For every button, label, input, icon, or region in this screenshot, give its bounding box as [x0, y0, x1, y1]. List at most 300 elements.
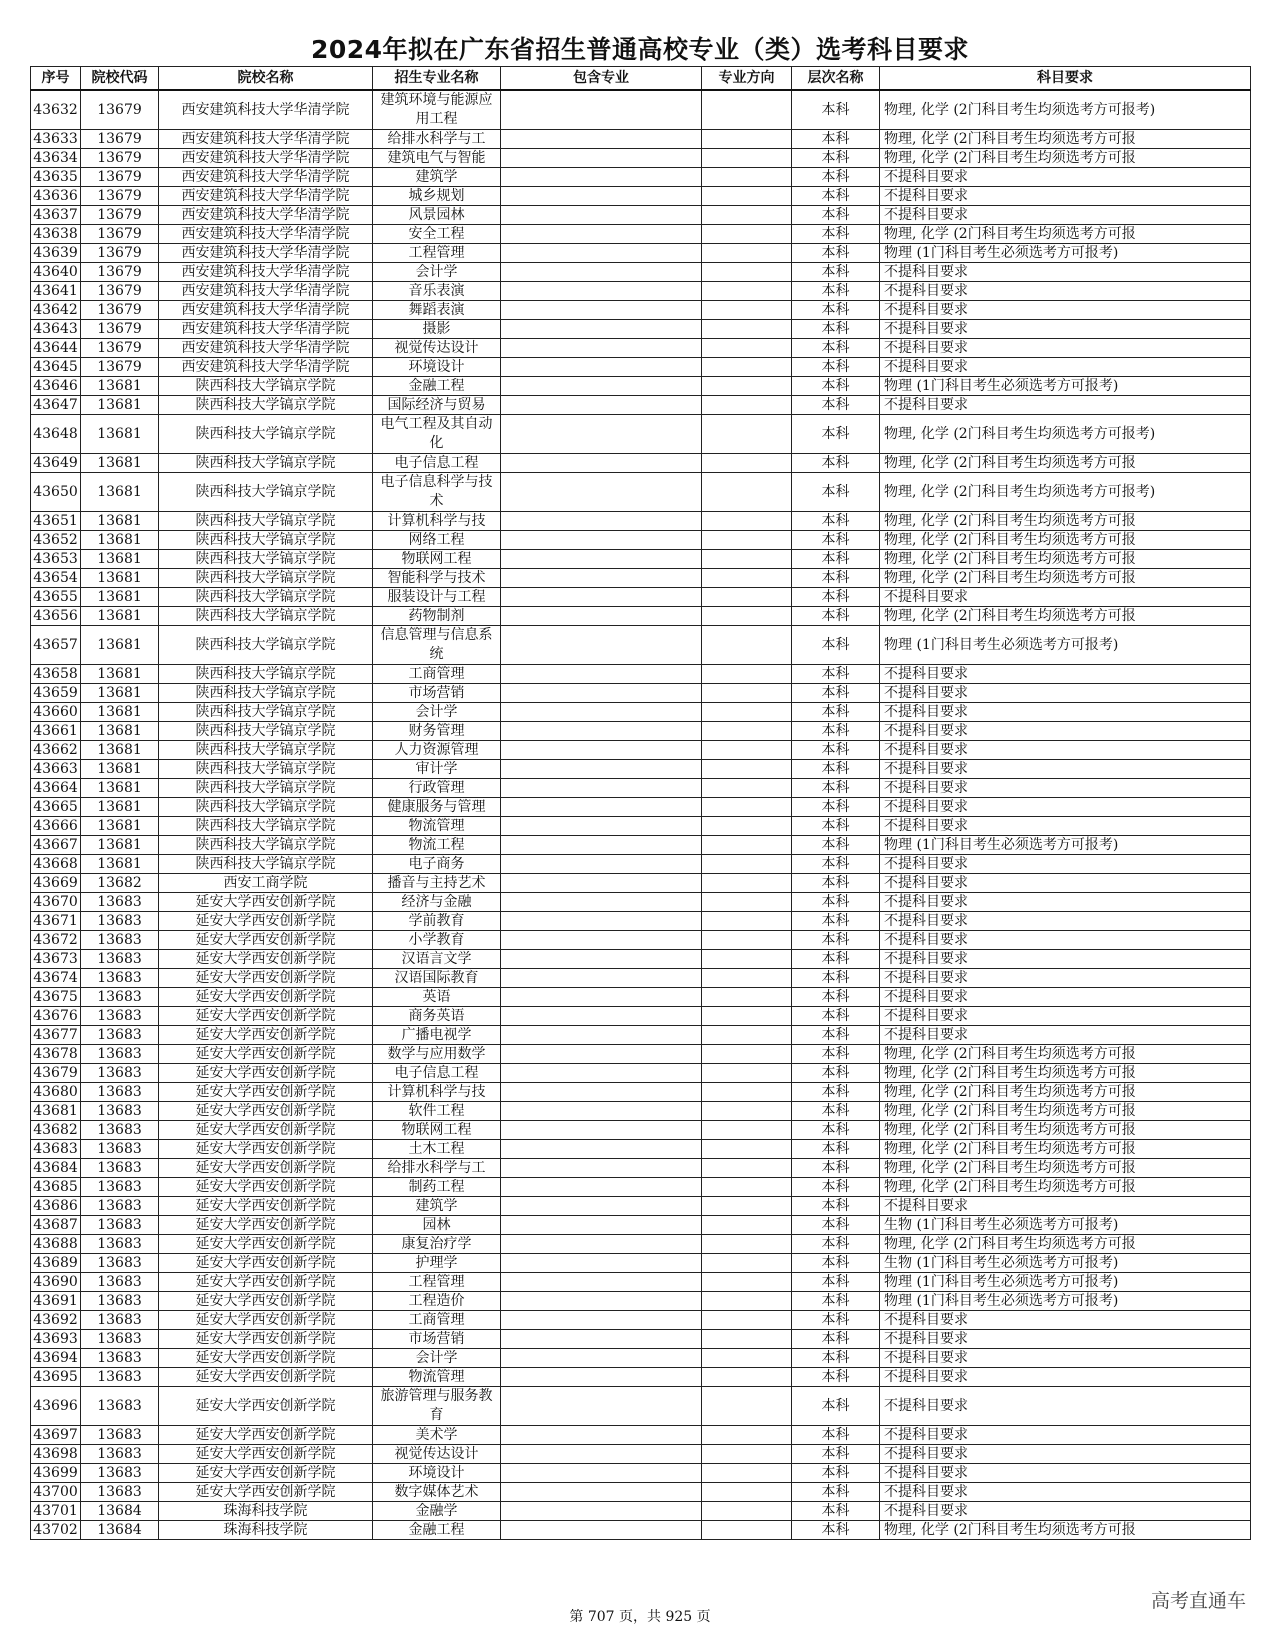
- cell-subject-requirement: 不提科目要求: [880, 1026, 1251, 1045]
- cell-major-name: 工商管理: [373, 1311, 501, 1330]
- cell-included-majors: [501, 1273, 702, 1292]
- cell-major-name: 电子商务: [373, 855, 501, 874]
- cell-major-direction: [702, 798, 792, 817]
- cell-subject-requirement: 不提科目要求: [880, 1007, 1251, 1026]
- cell-level: 本科: [792, 874, 880, 893]
- cell-subject-requirement: 物理, 化学 (2门科目考生均须选考方可报: [880, 1064, 1251, 1083]
- cell-index: 43696: [31, 1387, 81, 1426]
- cell-school-name: 陕西科技大学镐京学院: [159, 836, 373, 855]
- cell-level: 本科: [792, 1464, 880, 1483]
- table-row: [31, 836, 1251, 855]
- cell-index: 43659: [31, 684, 81, 703]
- table-row: [31, 1368, 1251, 1387]
- cell-major-name: 数学与应用数学: [373, 1045, 501, 1064]
- cell-school-name: 延安大学西安创新学院: [159, 1026, 373, 1045]
- table-row: [31, 415, 1251, 454]
- cell-school-code: 13683: [81, 1197, 159, 1216]
- cell-school-code: 13683: [81, 1330, 159, 1349]
- cell-school-name: 西安工商学院: [159, 874, 373, 893]
- cell-included-majors: [501, 1254, 702, 1273]
- cell-major-direction: [702, 1102, 792, 1121]
- cell-school-code: 13679: [81, 130, 159, 149]
- cell-major-name: 工商管理: [373, 665, 501, 684]
- cell-school-name: 珠海科技学院: [159, 1521, 373, 1540]
- cell-school-name: 延安大学西安创新学院: [159, 1349, 373, 1368]
- cell-index: 43632: [31, 90, 81, 130]
- cell-school-name: 延安大学西安创新学院: [159, 1045, 373, 1064]
- cell-subject-requirement: 物理, 化学 (2门科目考生均须选考方可报: [880, 531, 1251, 550]
- cell-subject-requirement: 不提科目要求: [880, 187, 1251, 206]
- table-row: [31, 1521, 1251, 1540]
- cell-school-code: 13681: [81, 779, 159, 798]
- cell-included-majors: [501, 1368, 702, 1387]
- cell-major-name: 电子信息科学与技术: [373, 473, 501, 512]
- cell-major-direction: [702, 703, 792, 722]
- cell-index: 43694: [31, 1349, 81, 1368]
- cell-level: 本科: [792, 703, 880, 722]
- cell-major-name: 安全工程: [373, 225, 501, 244]
- cell-major-name: 审计学: [373, 760, 501, 779]
- cell-major-direction: [702, 1521, 792, 1540]
- cell-major-name: 环境设计: [373, 1464, 501, 1483]
- cell-index: 43700: [31, 1483, 81, 1502]
- cell-school-code: 13681: [81, 512, 159, 531]
- cell-school-name: 延安大学西安创新学院: [159, 1387, 373, 1426]
- cell-included-majors: [501, 931, 702, 950]
- cell-major-name: 人力资源管理: [373, 741, 501, 760]
- cell-subject-requirement: 物理, 化学 (2门科目考生均须选考方可报: [880, 454, 1251, 473]
- cell-major-name: 网络工程: [373, 531, 501, 550]
- cell-subject-requirement: 不提科目要求: [880, 798, 1251, 817]
- cell-index: 43668: [31, 855, 81, 874]
- cell-included-majors: [501, 358, 702, 377]
- table-row: [31, 187, 1251, 206]
- cell-index: 43690: [31, 1273, 81, 1292]
- cell-school-name: 延安大学西安创新学院: [159, 1426, 373, 1445]
- cell-index: 43669: [31, 874, 81, 893]
- cell-school-name: 陕西科技大学镐京学院: [159, 684, 373, 703]
- cell-school-name: 西安建筑科技大学华清学院: [159, 187, 373, 206]
- cell-school-name: 西安建筑科技大学华清学院: [159, 282, 373, 301]
- cell-subject-requirement: 不提科目要求: [880, 779, 1251, 798]
- cell-included-majors: [501, 703, 702, 722]
- cell-major-name: 给排水科学与工: [373, 130, 501, 149]
- cell-subject-requirement: 生物 (1门科目考生必须选考方可报考): [880, 1254, 1251, 1273]
- cell-included-majors: [501, 1311, 702, 1330]
- cell-index: 43646: [31, 377, 81, 396]
- cell-school-name: 延安大学西安创新学院: [159, 1235, 373, 1254]
- cell-major-name: 会计学: [373, 703, 501, 722]
- cell-index: 43672: [31, 931, 81, 950]
- cell-major-direction: [702, 569, 792, 588]
- cell-school-code: 13683: [81, 1235, 159, 1254]
- cell-school-code: 13681: [81, 665, 159, 684]
- cell-level: 本科: [792, 473, 880, 512]
- cell-major-name: 英语: [373, 988, 501, 1007]
- cell-level: 本科: [792, 168, 880, 187]
- cell-school-name: 西安建筑科技大学华清学院: [159, 90, 373, 130]
- cell-subject-requirement: 不提科目要求: [880, 988, 1251, 1007]
- cell-school-code: 13679: [81, 149, 159, 168]
- cell-school-code: 13679: [81, 263, 159, 282]
- cell-school-code: 13683: [81, 969, 159, 988]
- cell-level: 本科: [792, 1483, 880, 1502]
- cell-subject-requirement: 物理, 化学 (2门科目考生均须选考方可报: [880, 1102, 1251, 1121]
- cell-major-name: 美术学: [373, 1426, 501, 1445]
- cell-level: 本科: [792, 244, 880, 263]
- cell-school-code: 13679: [81, 301, 159, 320]
- cell-index: 43681: [31, 1102, 81, 1121]
- cell-school-code: 13683: [81, 893, 159, 912]
- cell-subject-requirement: 不提科目要求: [880, 396, 1251, 415]
- cell-school-code: 13679: [81, 339, 159, 358]
- cell-major-name: 经济与金融: [373, 893, 501, 912]
- cell-level: 本科: [792, 912, 880, 931]
- table-row: [31, 263, 1251, 282]
- cell-school-code: 13681: [81, 836, 159, 855]
- cell-included-majors: [501, 1026, 702, 1045]
- cell-school-code: 13683: [81, 1387, 159, 1426]
- cell-school-name: 延安大学西安创新学院: [159, 950, 373, 969]
- cell-school-code: 13683: [81, 1007, 159, 1026]
- cell-major-direction: [702, 1083, 792, 1102]
- cell-level: 本科: [792, 1254, 880, 1273]
- cell-major-name: 建筑学: [373, 168, 501, 187]
- cell-school-code: 13683: [81, 1349, 159, 1368]
- table-row: [31, 531, 1251, 550]
- cell-major-direction: [702, 1292, 792, 1311]
- cell-subject-requirement: 不提科目要求: [880, 684, 1251, 703]
- cell-major-name: 国际经济与贸易: [373, 396, 501, 415]
- cell-major-direction: [702, 1007, 792, 1026]
- table-row: [31, 1064, 1251, 1083]
- cell-school-name: 陕西科技大学镐京学院: [159, 454, 373, 473]
- cell-level: 本科: [792, 358, 880, 377]
- cell-major-direction: [702, 1330, 792, 1349]
- cell-index: 43688: [31, 1235, 81, 1254]
- cell-included-majors: [501, 893, 702, 912]
- cell-major-direction: [702, 588, 792, 607]
- cell-major-direction: [702, 1254, 792, 1273]
- cell-subject-requirement: 物理, 化学 (2门科目考生均须选考方可报: [880, 1159, 1251, 1178]
- cell-included-majors: [501, 969, 702, 988]
- cell-included-majors: [501, 626, 702, 665]
- cell-school-name: 延安大学西安创新学院: [159, 1311, 373, 1330]
- cell-included-majors: [501, 1349, 702, 1368]
- table-row: [31, 798, 1251, 817]
- cell-major-direction: [702, 855, 792, 874]
- header-school-name: 院校名称: [159, 67, 373, 91]
- cell-subject-requirement: 不提科目要求: [880, 665, 1251, 684]
- cell-major-name: 播音与主持艺术: [373, 874, 501, 893]
- cell-level: 本科: [792, 1368, 880, 1387]
- table-row: [31, 550, 1251, 569]
- cell-level: 本科: [792, 1311, 880, 1330]
- cell-school-name: 延安大学西安创新学院: [159, 1140, 373, 1159]
- cell-subject-requirement: 物理, 化学 (2门科目考生均须选考方可报考): [880, 473, 1251, 512]
- cell-subject-requirement: 不提科目要求: [880, 893, 1251, 912]
- cell-index: 43635: [31, 168, 81, 187]
- cell-major-name: 服装设计与工程: [373, 588, 501, 607]
- cell-subject-requirement: 物理, 化学 (2门科目考生均须选考方可报: [880, 1178, 1251, 1197]
- cell-level: 本科: [792, 1045, 880, 1064]
- cell-index: 43655: [31, 588, 81, 607]
- cell-subject-requirement: 不提科目要求: [880, 588, 1251, 607]
- cell-school-code: 13679: [81, 244, 159, 263]
- cell-level: 本科: [792, 836, 880, 855]
- table-row: [31, 1140, 1251, 1159]
- table-row: [31, 1178, 1251, 1197]
- cell-school-name: 延安大学西安创新学院: [159, 912, 373, 931]
- table-row: [31, 301, 1251, 320]
- cell-school-name: 陕西科技大学镐京学院: [159, 415, 373, 454]
- table-row: [31, 1292, 1251, 1311]
- cell-major-name: 会计学: [373, 263, 501, 282]
- cell-school-name: 延安大学西安创新学院: [159, 969, 373, 988]
- cell-school-name: 延安大学西安创新学院: [159, 1254, 373, 1273]
- cell-index: 43686: [31, 1197, 81, 1216]
- cell-major-name: 给排水科学与工: [373, 1159, 501, 1178]
- cell-included-majors: [501, 684, 702, 703]
- cell-school-code: 13684: [81, 1521, 159, 1540]
- cell-school-code: 13683: [81, 1254, 159, 1273]
- cell-index: 43673: [31, 950, 81, 969]
- cell-major-name: 康复治疗学: [373, 1235, 501, 1254]
- table-row: [31, 988, 1251, 1007]
- cell-included-majors: [501, 339, 702, 358]
- cell-school-code: 13679: [81, 168, 159, 187]
- cell-level: 本科: [792, 665, 880, 684]
- cell-school-code: 13679: [81, 225, 159, 244]
- header-included-majors: 包含专业: [501, 67, 702, 91]
- cell-major-direction: [702, 206, 792, 225]
- cell-school-name: 西安建筑科技大学华清学院: [159, 263, 373, 282]
- cell-school-code: 13679: [81, 320, 159, 339]
- cell-level: 本科: [792, 1521, 880, 1540]
- cell-index: 43660: [31, 703, 81, 722]
- cell-major-name: 园林: [373, 1216, 501, 1235]
- cell-major-direction: [702, 282, 792, 301]
- cell-level: 本科: [792, 1197, 880, 1216]
- cell-major-direction: [702, 1483, 792, 1502]
- cell-school-code: 13679: [81, 358, 159, 377]
- cell-major-direction: [702, 168, 792, 187]
- cell-index: 43670: [31, 893, 81, 912]
- cell-subject-requirement: 不提科目要求: [880, 301, 1251, 320]
- cell-level: 本科: [792, 1083, 880, 1102]
- cell-level: 本科: [792, 607, 880, 626]
- cell-index: 43699: [31, 1464, 81, 1483]
- cell-included-majors: [501, 1121, 702, 1140]
- cell-index: 43653: [31, 550, 81, 569]
- table-row: [31, 665, 1251, 684]
- cell-school-code: 13681: [81, 377, 159, 396]
- cell-subject-requirement: 物理, 化学 (2门科目考生均须选考方可报: [880, 130, 1251, 149]
- cell-included-majors: [501, 1445, 702, 1464]
- cell-subject-requirement: 生物 (1门科目考生必须选考方可报考): [880, 1216, 1251, 1235]
- table-row: [31, 1311, 1251, 1330]
- cell-school-code: 13681: [81, 626, 159, 665]
- cell-school-code: 13683: [81, 950, 159, 969]
- cell-major-direction: [702, 722, 792, 741]
- cell-subject-requirement: 不提科目要求: [880, 206, 1251, 225]
- table-row: [31, 1464, 1251, 1483]
- cell-school-code: 13683: [81, 988, 159, 1007]
- cell-level: 本科: [792, 1216, 880, 1235]
- cell-subject-requirement: 不提科目要求: [880, 741, 1251, 760]
- cell-subject-requirement: 物理, 化学 (2门科目考生均须选考方可报考): [880, 415, 1251, 454]
- table-row: [31, 779, 1251, 798]
- cell-major-direction: [702, 415, 792, 454]
- header-major-name: 招生专业名称: [373, 67, 501, 91]
- cell-school-name: 延安大学西安创新学院: [159, 1368, 373, 1387]
- cell-school-code: 13683: [81, 1445, 159, 1464]
- cell-included-majors: [501, 1064, 702, 1083]
- cell-major-name: 计算机科学与技: [373, 1083, 501, 1102]
- table-row: [31, 760, 1251, 779]
- table-row: [31, 244, 1251, 263]
- cell-major-direction: [702, 665, 792, 684]
- cell-school-name: 陕西科技大学镐京学院: [159, 779, 373, 798]
- cell-included-majors: [501, 798, 702, 817]
- page-footer: 第 707 页，共 925 页: [569, 1609, 711, 1625]
- cell-subject-requirement: 不提科目要求: [880, 1330, 1251, 1349]
- cell-school-code: 13681: [81, 798, 159, 817]
- cell-subject-requirement: 物理 (1门科目考生必须选考方可报考): [880, 626, 1251, 665]
- cell-index: 43684: [31, 1159, 81, 1178]
- cell-included-majors: [501, 1083, 702, 1102]
- cell-level: 本科: [792, 1349, 880, 1368]
- cell-major-direction: [702, 836, 792, 855]
- cell-school-code: 13683: [81, 1426, 159, 1445]
- cell-school-code: 13683: [81, 1045, 159, 1064]
- cell-major-direction: [702, 1216, 792, 1235]
- cell-subject-requirement: 不提科目要求: [880, 931, 1251, 950]
- table-row: [31, 684, 1251, 703]
- table-row: [31, 722, 1251, 741]
- cell-index: 43677: [31, 1026, 81, 1045]
- cell-major-direction: [702, 1159, 792, 1178]
- cell-index: 43644: [31, 339, 81, 358]
- cell-major-name: 智能科学与技术: [373, 569, 501, 588]
- cell-included-majors: [501, 1521, 702, 1540]
- cell-index: 43687: [31, 1216, 81, 1235]
- cell-index: 43693: [31, 1330, 81, 1349]
- cell-subject-requirement: 物理 (1门科目考生必须选考方可报考): [880, 1273, 1251, 1292]
- table-row: [31, 339, 1251, 358]
- cell-major-direction: [702, 1464, 792, 1483]
- cell-major-direction: [702, 1387, 792, 1426]
- cell-subject-requirement: 不提科目要求: [880, 1387, 1251, 1426]
- cell-level: 本科: [792, 779, 880, 798]
- cell-level: 本科: [792, 1445, 880, 1464]
- cell-major-direction: [702, 1197, 792, 1216]
- cell-included-majors: [501, 950, 702, 969]
- cell-subject-requirement: 物理, 化学 (2门科目考生均须选考方可报: [880, 607, 1251, 626]
- cell-school-name: 延安大学西安创新学院: [159, 893, 373, 912]
- table-row: [31, 1387, 1251, 1426]
- cell-major-direction: [702, 377, 792, 396]
- cell-school-code: 13681: [81, 703, 159, 722]
- cell-school-name: 陕西科技大学镐京学院: [159, 377, 373, 396]
- cell-subject-requirement: 不提科目要求: [880, 320, 1251, 339]
- cell-level: 本科: [792, 320, 880, 339]
- cell-major-direction: [702, 817, 792, 836]
- cell-index: 43674: [31, 969, 81, 988]
- table-row: [31, 969, 1251, 988]
- cell-included-majors: [501, 225, 702, 244]
- cell-major-direction: [702, 626, 792, 665]
- cell-major-name: 摄影: [373, 320, 501, 339]
- cell-included-majors: [501, 550, 702, 569]
- cell-subject-requirement: 物理, 化学 (2门科目考生均须选考方可报: [880, 149, 1251, 168]
- table-row: [31, 282, 1251, 301]
- cell-major-direction: [702, 1368, 792, 1387]
- cell-major-direction: [702, 512, 792, 531]
- table-row: [31, 1197, 1251, 1216]
- cell-subject-requirement: 物理, 化学 (2门科目考生均须选考方可报: [880, 225, 1251, 244]
- header-level: 层次名称: [792, 67, 880, 91]
- cell-major-name: 学前教育: [373, 912, 501, 931]
- cell-level: 本科: [792, 149, 880, 168]
- cell-school-code: 13681: [81, 722, 159, 741]
- cell-major-direction: [702, 339, 792, 358]
- cell-school-code: 13681: [81, 607, 159, 626]
- cell-school-code: 13683: [81, 1140, 159, 1159]
- table-row: [31, 855, 1251, 874]
- cell-school-name: 延安大学西安创新学院: [159, 1064, 373, 1083]
- cell-included-majors: [501, 1102, 702, 1121]
- cell-level: 本科: [792, 1273, 880, 1292]
- cell-major-direction: [702, 1502, 792, 1521]
- cell-included-majors: [501, 607, 702, 626]
- cell-subject-requirement: 不提科目要求: [880, 855, 1251, 874]
- cell-index: 43663: [31, 760, 81, 779]
- cell-index: 43662: [31, 741, 81, 760]
- table-row: [31, 893, 1251, 912]
- cell-included-majors: [501, 1178, 702, 1197]
- cell-included-majors: [501, 1483, 702, 1502]
- cell-index: 43676: [31, 1007, 81, 1026]
- table-row: [31, 1026, 1251, 1045]
- cell-level: 本科: [792, 855, 880, 874]
- cell-major-direction: [702, 1311, 792, 1330]
- table-header-row: [31, 67, 1251, 91]
- cell-subject-requirement: 物理, 化学 (2门科目考生均须选考方可报: [880, 1121, 1251, 1140]
- cell-subject-requirement: 不提科目要求: [880, 282, 1251, 301]
- cell-school-code: 13679: [81, 187, 159, 206]
- cell-major-direction: [702, 931, 792, 950]
- cell-level: 本科: [792, 415, 880, 454]
- cell-school-code: 13681: [81, 684, 159, 703]
- cell-school-name: 延安大学西安创新学院: [159, 1330, 373, 1349]
- cell-school-code: 13681: [81, 415, 159, 454]
- cell-major-name: 汉语言文学: [373, 950, 501, 969]
- cell-level: 本科: [792, 988, 880, 1007]
- cell-school-name: 陕西科技大学镐京学院: [159, 817, 373, 836]
- cell-school-name: 陕西科技大学镐京学院: [159, 396, 373, 415]
- cell-index: 43650: [31, 473, 81, 512]
- cell-index: 43671: [31, 912, 81, 931]
- cell-major-direction: [702, 950, 792, 969]
- cell-school-name: 陕西科技大学镐京学院: [159, 626, 373, 665]
- table-body: [31, 90, 1251, 1540]
- cell-included-majors: [501, 1464, 702, 1483]
- table-row: [31, 1349, 1251, 1368]
- cell-index: 43636: [31, 187, 81, 206]
- cell-included-majors: [501, 187, 702, 206]
- table-row: [31, 569, 1251, 588]
